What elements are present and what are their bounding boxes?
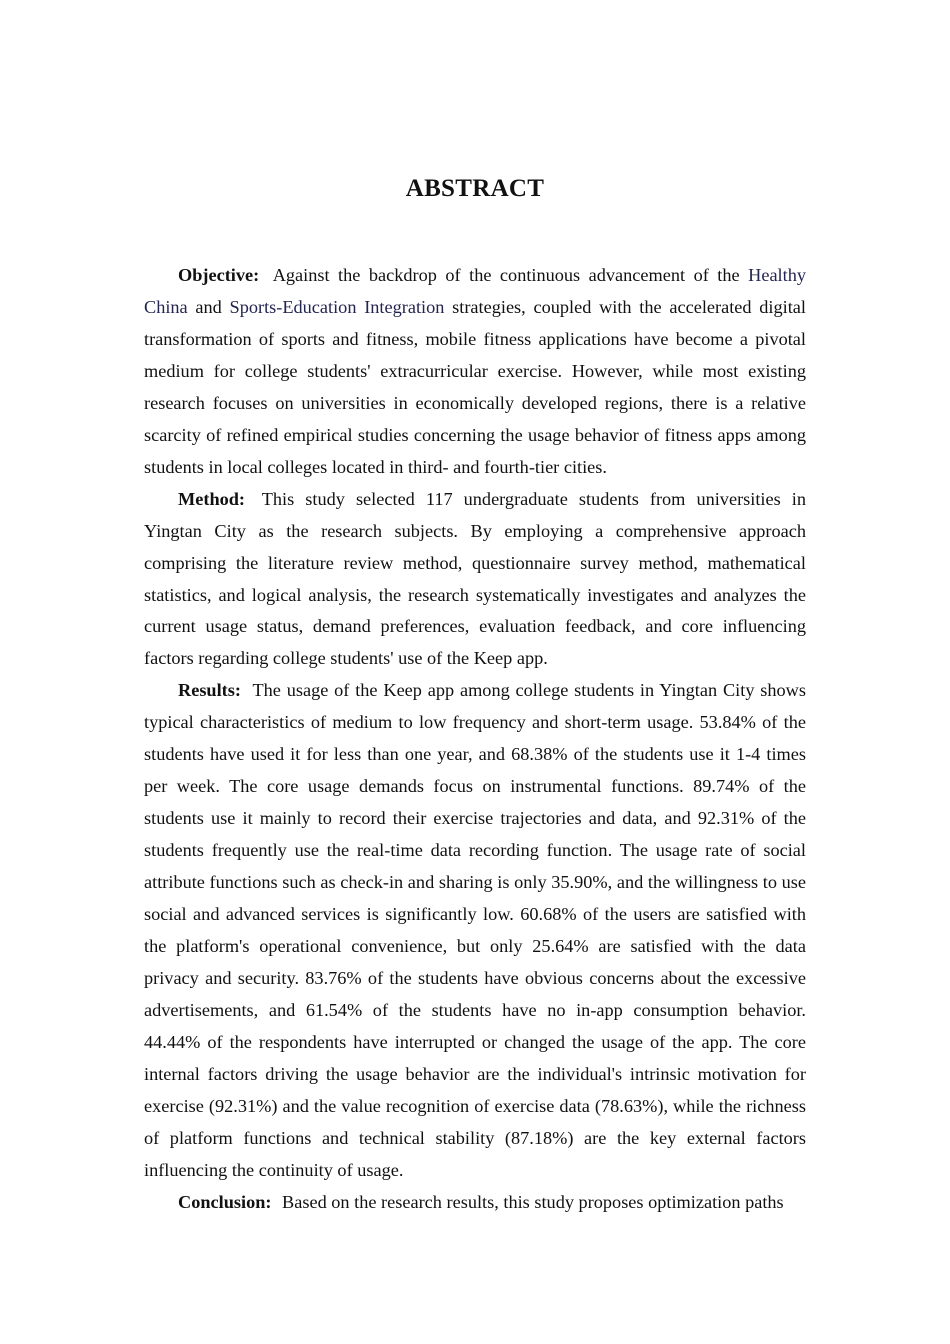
conclusion-label: Conclusion: [178,1191,272,1212]
method-paragraph [144,484,806,676]
page-title: ABSTRACT [405,175,545,202]
results-label: Results: [178,680,241,701]
conclusion-paragraph [144,1187,806,1219]
objective-text-2: and [187,296,230,317]
objective-text-1: Against the backdrop of the continuous advancement of the [272,265,749,285]
objective-label: Objective: [178,265,260,285]
objective-paragraph [144,260,806,484]
results-text: The usage of the Keep app among college students in Yingtan City shows typical characteristics of medium to low frequency and short-term usage. 53.84% of the students have used it for less than one year, and 68.38% of the students use it 1-4 times per week. The core usage demands focus on instrumental functions. 89.74% of the students use it mainly to record their exercise trajectories and data, and 92.31% of the students frequently use the real-time data recording function. The usage rate of social attribute functions such as check-in and sharing is only 35.90%, and the willingness to use social and advanced services is significantly low. 60.68% of the users are satisfied with the platform's operational convenience, but only 25.64% are satisfied with the data privacy and security. 83.76% of the students have obvious concerns about the excessive advertisements, and 61.54% of the students have no in-app consumption behavior. 44.44% of the respondents have interrupted or changed the usage of the app. The core internal factors driving the usage behavior are the individual's intrinsic motivation for exercise (92.31%) and the value recognition of exercise data (78.63%), while the richness of platform functions and technical stability (87.18%) are the key external factors influencing the continuity of usage. [144,680,806,1180]
objective-text-3: strategies, coupled with the accelerated digital transformation of sports and fitness, mobile fitness applications have become a pivotal medium for college students' extracurricular exercise. However, while most existing research focuses on universities in economically developed regions, there is a relative scarcity of refined empirical studies concerning the usage behavior of fitness apps among students in local colleges located in third- and fourth-tier cities. [144,296,806,477]
term-healthy-china: Healthy China [144,265,806,317]
term-sports-education-integration: Sports-Education Integration [229,296,445,317]
abstract-body [144,260,806,1219]
conclusion-text: Based on the research results, this study proposes optimization paths [282,1191,784,1212]
results-paragraph [144,675,806,1186]
method-label: Method: [178,488,246,509]
method-text: This study selected 117 undergraduate students from universities in Yingtan City as the research subjects. By employing a comprehensive approach comprising the literature review method, questionnaire survey method, mathematical statistics, and logical analysis, the research systematically investigates and analyzes the current usage status, demand preferences, evaluation feedback, and core influencing factors regarding college students' use of the Keep app. [144,488,806,669]
